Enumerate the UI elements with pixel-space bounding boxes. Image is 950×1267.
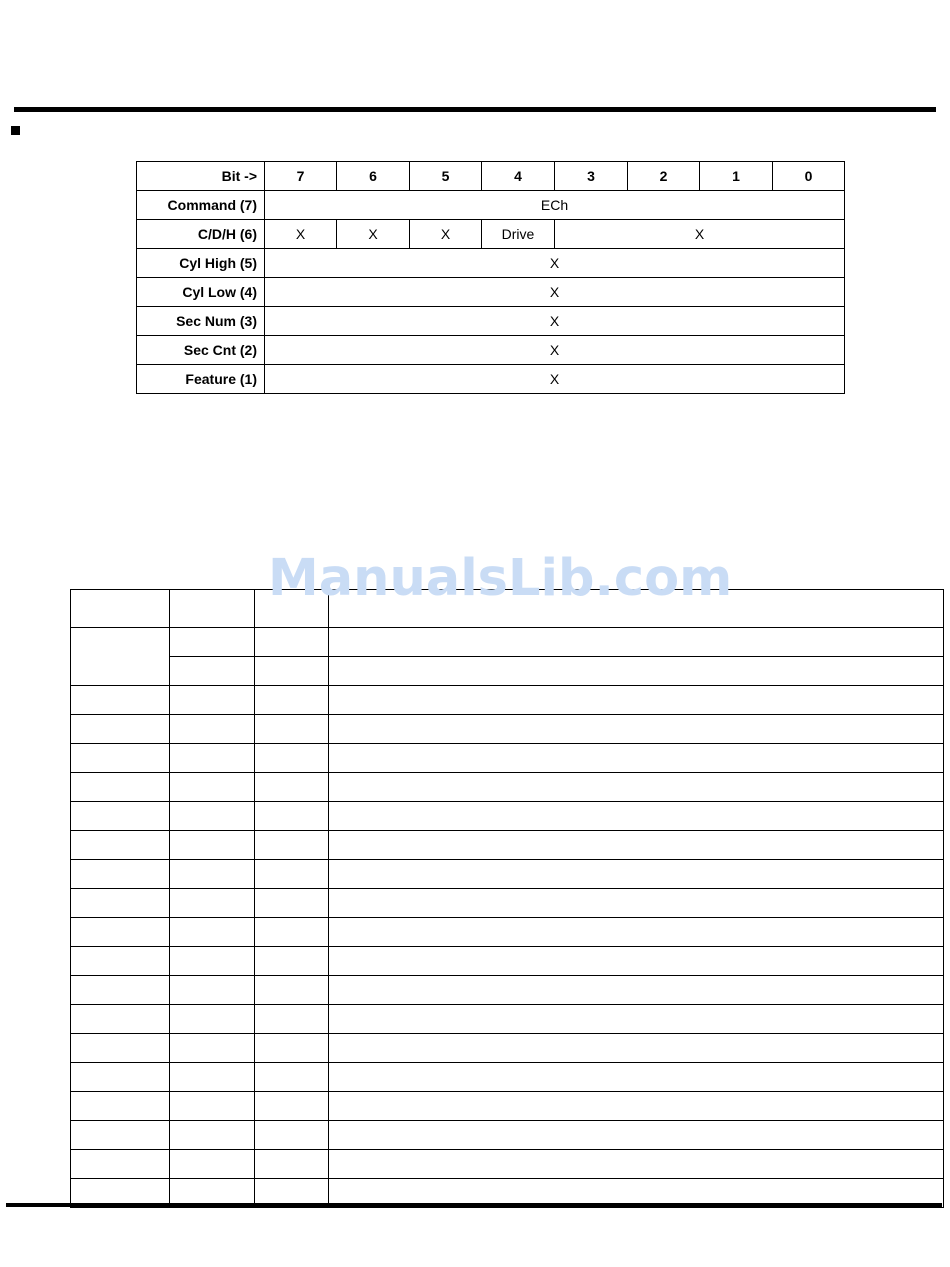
- bit-6: 6: [337, 162, 410, 191]
- cdh-bit7: X: [265, 220, 337, 249]
- cyl-low-value: X: [265, 278, 845, 307]
- cdh-bit5: X: [410, 220, 482, 249]
- bit-2: 2: [628, 162, 700, 191]
- command-value: ECh: [265, 191, 845, 220]
- cdh-drive: Drive: [482, 220, 555, 249]
- table-row: [71, 860, 944, 889]
- table-row: [71, 802, 944, 831]
- identify-data-table: [70, 589, 944, 1208]
- top-rule: [14, 107, 936, 112]
- table-row: [71, 918, 944, 947]
- sec-cnt-value: X: [265, 336, 845, 365]
- bottom-rule: [6, 1203, 942, 1207]
- bit-3: 3: [555, 162, 628, 191]
- bullet-icon: [11, 126, 20, 135]
- cyl-low-label: Cyl Low (4): [137, 278, 265, 307]
- sec-num-value: X: [265, 307, 845, 336]
- feature-label: Feature (1): [137, 365, 265, 394]
- table-row: [71, 1034, 944, 1063]
- feature-value: X: [265, 365, 845, 394]
- register-table: [136, 161, 845, 394]
- cyl-low-row: [137, 278, 845, 307]
- sec-cnt-row: [137, 336, 845, 365]
- table-row: [71, 744, 944, 773]
- feature-row: [137, 365, 845, 394]
- table-row: [71, 831, 944, 860]
- table-row: [71, 1063, 944, 1092]
- table-row: [71, 657, 944, 686]
- cdh-label: C/D/H (6): [137, 220, 265, 249]
- table-row: [71, 947, 944, 976]
- bit-4: 4: [482, 162, 555, 191]
- bit-7: 7: [265, 162, 337, 191]
- cyl-high-label: Cyl High (5): [137, 249, 265, 278]
- cdh-row: [137, 220, 845, 249]
- cyl-high-value: X: [265, 249, 845, 278]
- cdh-low-bits: X: [555, 220, 845, 249]
- table-row: [71, 686, 944, 715]
- bit-5: 5: [410, 162, 482, 191]
- table-row: [71, 715, 944, 744]
- sec-cnt-label: Sec Cnt (2): [137, 336, 265, 365]
- watermark: ManualsLib.com: [268, 549, 733, 608]
- bit-0: 0: [773, 162, 845, 191]
- sec-num-row: [137, 307, 845, 336]
- command-row: [137, 191, 845, 220]
- bit-1: 1: [700, 162, 773, 191]
- table-row: [71, 628, 944, 657]
- command-label: Command (7): [137, 191, 265, 220]
- table-row: [71, 1005, 944, 1034]
- table-row: [71, 1121, 944, 1150]
- cyl-high-row: [137, 249, 845, 278]
- sec-num-label: Sec Num (3): [137, 307, 265, 336]
- table-row: [71, 1150, 944, 1179]
- bit-header-row: [137, 162, 845, 191]
- cdh-bit6: X: [337, 220, 410, 249]
- table-row: [71, 773, 944, 802]
- bit-header-label: Bit ->: [137, 162, 265, 191]
- table-row: [71, 1092, 944, 1121]
- table-row: [71, 889, 944, 918]
- table-row: [71, 976, 944, 1005]
